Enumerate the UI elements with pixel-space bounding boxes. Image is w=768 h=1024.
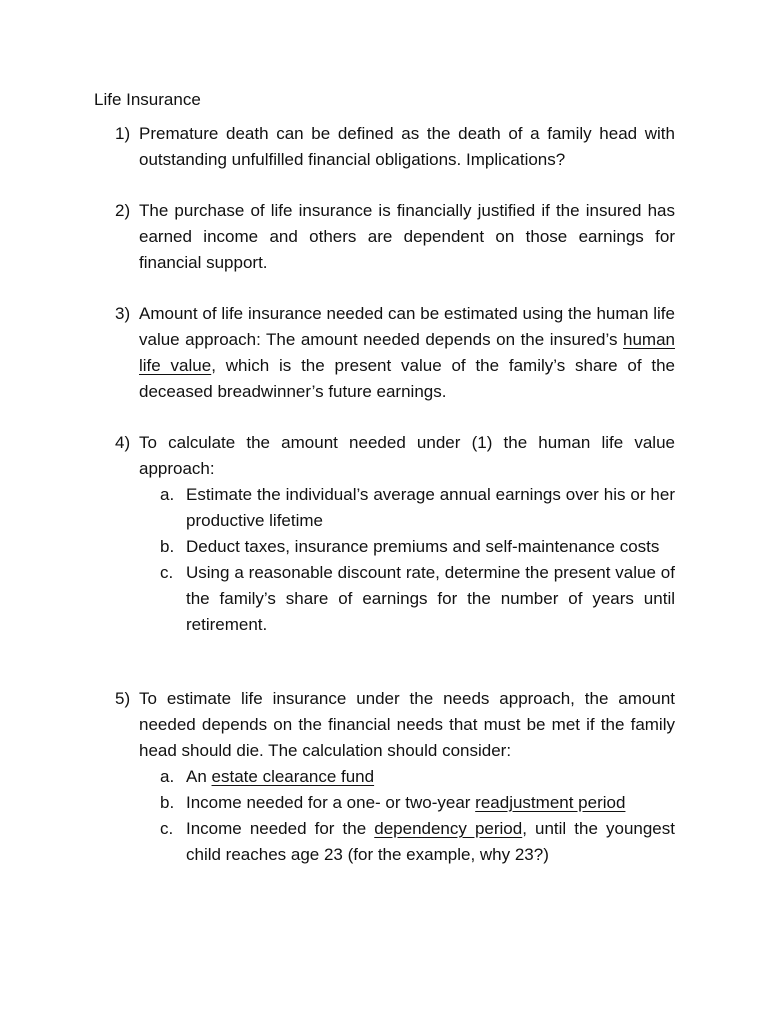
item-text: The purchase of life insurance is financially justified if the insured has earned income and others are dependent on those earnings for financial support. <box>139 201 675 272</box>
sub-item-text-part: , until the youngest child reaches age 23 (for the example, why 23?) <box>186 819 675 864</box>
item-number: 1) <box>115 124 131 143</box>
document-title: Life Insurance <box>94 90 201 109</box>
sub-item-text: Estimate the individual’s average annual earnings over his or her productive lifetime <box>186 485 675 530</box>
sub-item-letter: c. <box>160 563 174 582</box>
sub-item-text: Using a reasonable discount rate, determine the present value of the family’s share of earnings for the number of years until retirement. <box>186 563 675 634</box>
sub-item-text <box>186 816 675 868</box>
item-text-part: Amount of life insurance needed can be estimated using the human life value approach: The amount needed depends on the insured’s <box>139 304 675 349</box>
underlined-term-readjustment-period: readjustment period <box>475 793 626 812</box>
list-item-5 <box>115 686 675 868</box>
sub-item-a <box>139 764 675 790</box>
item-text: To calculate the amount needed under (1) the human life value approach: <box>139 433 675 478</box>
item-number: 2) <box>115 201 131 220</box>
item-number: 3) <box>115 304 131 323</box>
sub-item-text-part: Income needed for a one- or two-year <box>186 793 476 812</box>
item-number: 5) <box>115 689 131 708</box>
sub-item-letter: b. <box>160 793 175 812</box>
list-item-3 <box>115 301 675 405</box>
sub-item-letter: a. <box>160 767 175 786</box>
sub-item-c <box>139 816 675 868</box>
sub-item-b <box>139 790 675 816</box>
item-text <box>139 301 675 405</box>
sub-item-text-part: An <box>186 767 212 786</box>
item-text: Premature death can be defined as the death of a family head with outstanding unfulfilled financial obligations. Implications? <box>139 124 675 169</box>
item-text-part: , which is the present value of the family’s share of the deceased breadwinner’s future earnings. <box>139 356 675 401</box>
list-item-1 <box>115 121 675 173</box>
sub-item-text <box>186 764 675 790</box>
item-text: To estimate life insurance under the needs approach, the amount needed depends on the financial needs that must be met if the family head should die. The calculation should consider: <box>139 689 675 760</box>
underlined-term-dependency-period: dependency period <box>374 819 523 838</box>
sub-item-text-part: Income needed for the <box>186 819 375 838</box>
item-number: 4) <box>115 433 131 452</box>
underlined-term-human-life-value: human life value <box>139 330 675 375</box>
list-item-2 <box>115 198 675 276</box>
sub-item-letter: b. <box>160 537 175 556</box>
sub-item-letter: c. <box>160 819 174 838</box>
sub-item-letter: a. <box>160 485 175 504</box>
sub-item-text <box>186 790 675 816</box>
sub-item-a <box>139 482 675 534</box>
sub-item-text: Deduct taxes, insurance premiums and self-maintenance costs <box>186 537 660 556</box>
list-item-4 <box>115 430 675 638</box>
sub-item-c <box>139 560 675 638</box>
underlined-term-estate-clearance-fund: estate clearance fund <box>211 767 375 786</box>
sub-item-b <box>139 534 675 560</box>
